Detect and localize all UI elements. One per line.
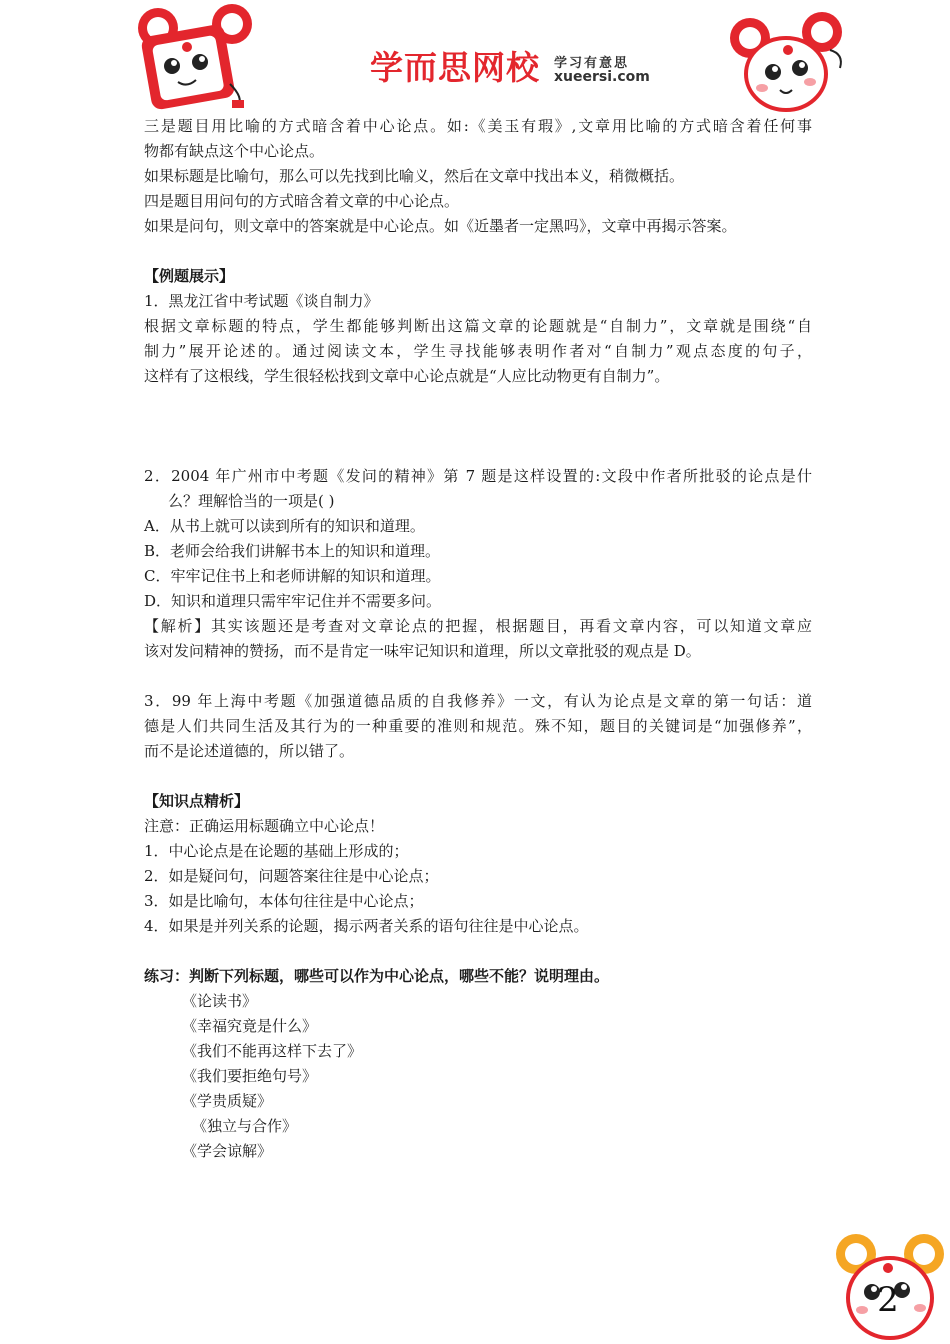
knowledge-point: 1．中心论点是在论题的基础上形成的； <box>144 842 409 860</box>
knowledge-point: 2．如是疑问句，问题答案往往是中心论点； <box>144 867 439 885</box>
option-d: D．知识和道理只需牢牢记住并不需要多问。 <box>144 592 442 610</box>
page-number: 2 <box>877 1280 899 1320</box>
section-heading-knowledge: 【知识点精析】 <box>144 792 250 810</box>
option-c: C．牢牢记住书上和老师讲解的知识和道理。 <box>144 567 441 585</box>
example-title: 1．黑龙江省中考试题《谈自制力》 <box>144 292 379 310</box>
example-title: 3．99 年上海中考题《加强道德品质的自我修养》一文，有认为论点是文章的第一句话：道 <box>144 692 812 710</box>
knowledge-point: 3．如是比喻句，本体句往往是中心论点； <box>144 892 424 910</box>
paragraph-line: 根据文章标题的特点，学生都能够判断出这篇文章的论题就是“自制力”，文章就是围绕“自 <box>144 317 812 335</box>
brand-name: 学而思网校 <box>370 48 540 87</box>
exercise-title: 《学贵质疑》 <box>182 1092 273 1110</box>
paragraph-line: 制力”展开论述的。通过阅读文本，学生寻找能够表明作者对“自制力”观点态度的句子， <box>144 342 812 360</box>
example-title: 2．2004 年广州市中考题《发问的精神》第 7 题是这样设置的:文段中作者所批驳的论点是什 <box>144 467 812 485</box>
paragraph-line: 而不是论述道德的，所以错了。 <box>144 742 355 760</box>
exercise-title: 《学会谅解》 <box>182 1142 273 1160</box>
brand-logo <box>370 48 650 98</box>
knowledge-point: 4．如果是并列关系的论题，揭示两者关系的语句往往是中心论点。 <box>144 917 589 935</box>
section-heading-exercise: 练习：判断下列标题，哪些可以作为中心论点，哪些不能？说明理由。 <box>144 967 610 985</box>
paragraph-line: 德是人们共同生活及其行为的一种重要的准则和规范。殊不知，题目的关键词是“加强修养”， <box>144 717 812 735</box>
exercise-title: 《我们不能再这样下去了》 <box>182 1042 363 1060</box>
exercise-title: 《我们要拒绝句号》 <box>182 1067 318 1085</box>
brand-url: xueersi.com <box>554 69 650 85</box>
paragraph-line: 如果是问句，则文章中的答案就是中心论点。如《近墨者一定黑吗》，文章中再揭示答案。 <box>144 217 737 235</box>
paragraph-line: 么？理解恰当的一项是( ) <box>168 492 335 510</box>
paragraph-line: 物都有缺点这个中心论点。 <box>144 142 325 160</box>
mascot-right-icon <box>718 10 850 116</box>
section-heading-examples: 【例题展示】 <box>144 267 235 285</box>
exercise-title: 《独立与合作》 <box>192 1117 298 1135</box>
option-b: B．老师会给我们讲解书本上的知识和道理。 <box>144 542 441 560</box>
analysis-line: 【解析】其实该题还是考查对文章论点的把握，根据题目，再看文章内容，可以知道文章应 <box>144 617 812 635</box>
paragraph-line: 四是题目用问句的方式暗含着文章的中心论点。 <box>144 192 460 210</box>
mascot-left-icon <box>132 2 260 114</box>
knowledge-note: 注意：正确运用标题确立中心论点！ <box>144 817 385 835</box>
paragraph-line: 三是题目用比喻的方式暗含着中心论点。如:《美玉有瑕》,文章用比喻的方式暗含着任何事 <box>144 117 812 135</box>
exercise-title: 《幸福究竟是什么》 <box>182 1017 318 1035</box>
paragraph-line: 这样有了这根线，学生很轻松找到文章中心论点就是“人应比动物更有自制力”。 <box>144 367 670 385</box>
exercise-title: 《论读书》 <box>182 992 258 1010</box>
document-body <box>144 114 812 1164</box>
paragraph-line: 如果标题是比喻句，那么可以先找到比喻义，然后在文章中找出本义，稍微概括。 <box>144 167 685 185</box>
brand-slogan: 学习有意思 <box>554 56 630 71</box>
option-a: A．从书上就可以读到所有的知识和道理。 <box>144 517 425 535</box>
analysis-line: 该对发问精神的赞扬，而不是肯定一味牢记知识和道理，所以文章批驳的观点是 D。 <box>144 642 701 660</box>
